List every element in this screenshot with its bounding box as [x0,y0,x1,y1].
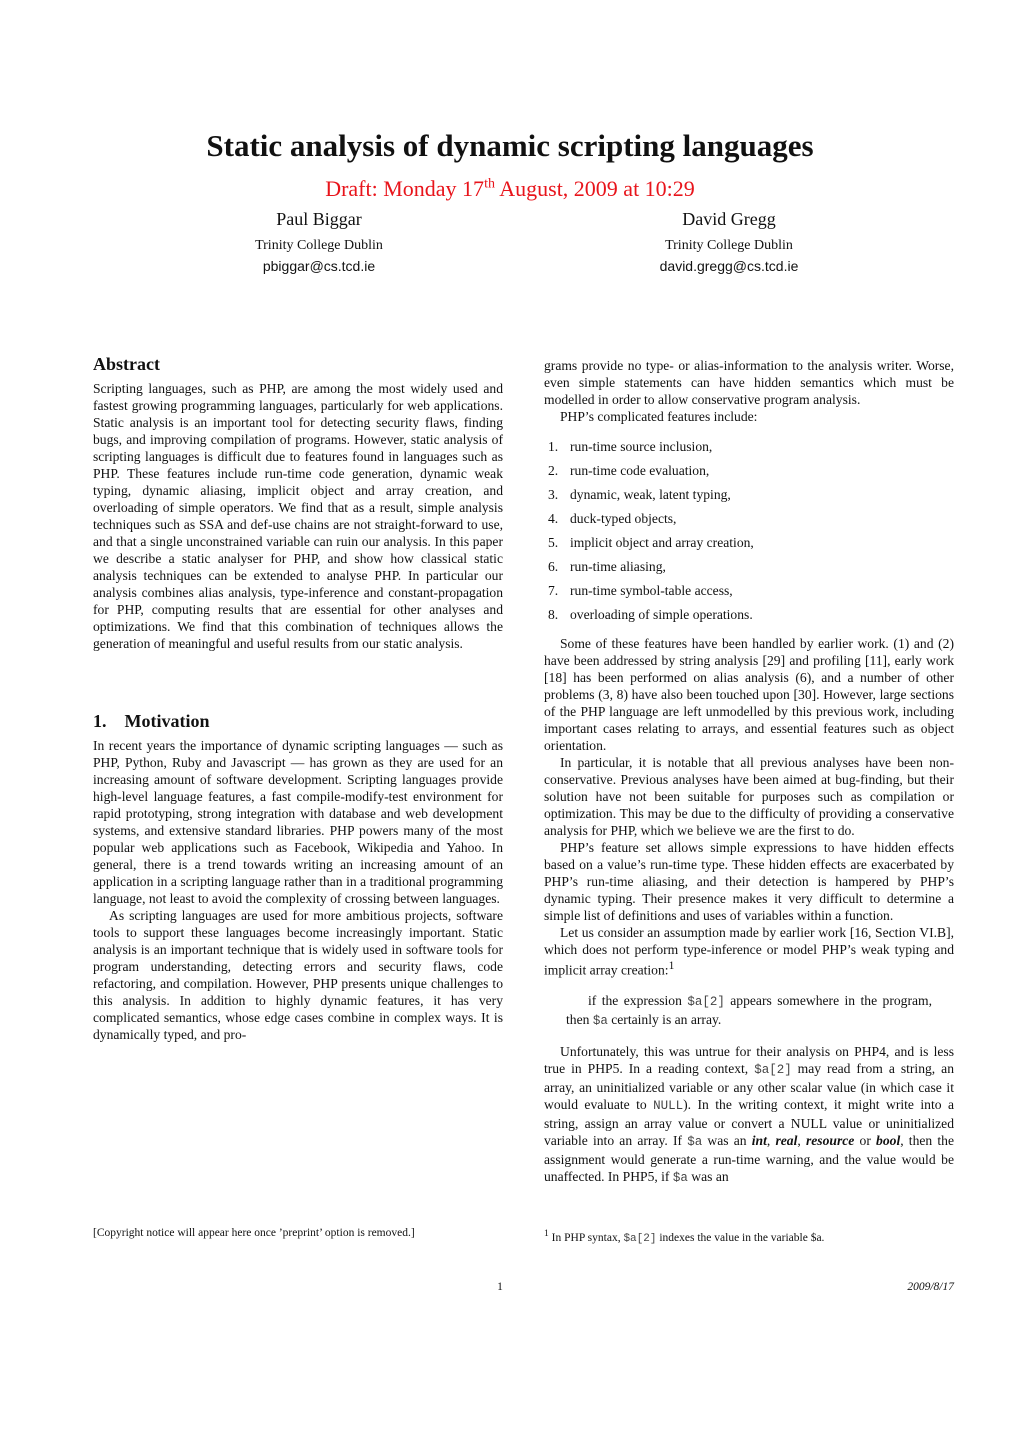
author-name: Paul Biggar [276,209,362,229]
list-number: 5. [548,535,559,550]
paragraph: grams provide no type- or alias-information to the analysis writer. Worse, even simple statements can have hidden semantics which must be modelled in order to allow conservative program analysis. [544,358,954,407]
list-item [544,582,954,606]
paragraph: Some of these features have been handled by earlier work. (1) and (2) have been addressed by string analysis [29] and profiling [11], early work [18] has been performed on alias analysis (6), and a number of other problems (3, 8) have also been touched upon [30]. However, large sections of the PHP language are left unmodelled by this previous work, including important cases relating to arrays, and essential features such as object orientation. [544,636,954,753]
list-number: 8. [548,607,559,622]
draft-sup: th [484,176,495,192]
abstract-heading: Abstract [93,354,160,374]
author-affiliation: Trinity College Dublin [255,238,383,253]
paragraph-text: Unfortunately, this was untrue for their analysis on PHP4, and is less true in PHP5. In a reading context, [544,1043,954,1076]
paragraph-text: was an [702,1132,752,1148]
inline-code: $a [672,1170,688,1185]
paragraph: PHP’s feature set allows simple expressions to have hidden effects based on a value’s run-time type. These hidden effects are exacerbated by PHP’s run-time aliasing, and their detection is hampered by PHP’s dynamic typing. Their presence makes it very difficult to determine a simple list of definitions and uses of variables within a function. [544,840,954,923]
page-number: 1 [497,1281,503,1293]
list-item [544,510,954,534]
footnote-text: In PHP syntax, [548,1231,624,1244]
quote-block [544,992,954,1030]
inline-code: $a [687,1134,703,1149]
paragraph-text: , [797,1132,806,1148]
author-email[interactable]: pbiggar@cs.tcd.ie [262,258,376,274]
paragraph: In particular, it is notable that all previous analyses have been non-conservative. Previous analyses have been aimed at bug-finding, but their solution have not been suitable for purposes such as compilation or optimization. This may be due to the difficulty of providing a conservative analysis for PHP, which we believe we are the first to do. [544,755,954,838]
list-number: 2. [548,463,559,478]
motivation-section [93,710,503,1043]
author-affiliation: Trinity College Dublin [665,238,793,253]
inline-code: NULL [653,1098,684,1113]
quote-text: if the expression [588,992,688,1008]
list-number: 3. [548,487,559,502]
draft-prefix: Draft: Monday 17 [325,176,485,201]
section-heading: 1. Motivation [93,711,210,731]
list-text: dynamic, weak, latent typing, [570,487,731,502]
paragraph: PHP’s complicated features include: [560,409,758,424]
draft-date [0,176,1020,202]
paper-title: Static analysis of dynamic scripting languages [206,128,814,163]
draft-suffix: August, 2009 at 10:29 [494,176,695,201]
list-item [544,606,954,630]
paragraph: In recent years the importance of dynamic scripting languages — such as PHP, Python, Ruby and Javascript — has grown as they are used for an increasing amount of software development. Scripting languages provide high-level language features, a fast compile-modify-test environment for rapid prototyping, strong integration with database and web development systems, and extensive standard libraries. PHP powers many of the most popular web applications such as Facebook, Wikipedia and Yahoo. In general, there is a trend towards writing an increasing amount of an application in a scripting language rather than in a traditional programming language, not least to avoid the complexity of crossing between languages. [93,738,503,906]
footnote-number: 1 [544,1228,549,1239]
footnote-marker[interactable]: 1 [668,960,675,972]
paragraph [544,924,954,979]
list-text: run-time code evaluation, [570,463,710,478]
quote-text: appears somewhere in the program, then [566,992,932,1027]
abstract-text: Scripting languages, such as PHP, are among the most widely used and fastest growing programming languages, particularly for web applications. Static analysis is an important tool for detecting security flaws, finding bugs, and improving compilation of programs. However, static analysis of scripting languages is difficult due to features found in languages such as PHP. These features include run-time code generation, dynamic weak typing, dynamic aliasing, implicit object and array creation, and overloading of simple operators. We find that as a result, simple analysis techniques such as SSA and def-use chains are not straight-forward to use, and that a single unconstrained variable can ruin our analysis. In this paper we describe a static analyser for PHP, and show how classical static analysis techniques can be extended to analyse PHP. In particular our analysis combines alias analysis, type-inference and constant-propagation for PHP, computing results that are essential for other analyses and optimizations. We find that this combination of techniques allows the generation of meaningful and useful results from our static analysis. [93,381,503,651]
list-number: 6. [548,559,559,574]
author-email[interactable]: david.gregg@cs.tcd.ie [659,258,799,274]
type-name: int [751,1132,767,1148]
copyright-notice: [Copyright notice will appear here once ’preprint’ option is removed.] [93,1227,415,1239]
list-text: run-time symbol-table access, [570,583,733,598]
list-text: implicit object and array creation, [570,535,754,550]
abstract-section [93,353,503,652]
list-text: overloading of simple operations. [570,607,753,622]
paragraph-text: was an [687,1168,729,1184]
list-item [544,438,954,462]
type-name: bool [876,1132,901,1148]
inline-code: $a[2] [687,994,725,1009]
author-name: David Gregg [682,209,776,229]
paragraph: As scripting languages are used for more ambitious projects, software tools to support these languages become increasingly important. Static analysis is an important technique that is widely used in software tools for program understanding, detecting errors and security flaws, code refactoring, and compilation. However, PHP presents unique challenges to this analysis. In addition to highly dynamic features, it has very complicated semantics, whose edge cases combine in complex ways. It is dynamically typed, and pro- [93,908,503,1042]
footnote-text: indexes the value in the variable $a. [656,1231,825,1244]
list-number: 4. [548,511,559,526]
type-name: real [775,1132,798,1148]
feature-list [544,438,954,630]
paragraph-text: may read from a string, an array, an uninitialized variable or any other scalar value (in which case it would evaluate to [544,1060,954,1112]
inline-code: $a[2] [623,1232,657,1245]
footnote [544,1228,964,1245]
paragraph-text: or [854,1132,877,1148]
paragraph-text: Let us consider an assumption made by earlier work [16, Section VI.B], which does not perform type-inference or model PHP’s weak typing and implicit array creation: [544,925,954,978]
list-text: run-time source inclusion, [570,439,713,454]
list-number: 7. [548,583,559,598]
paragraph-text: ). In the writing context, it might write into a string, assign an array value or convert a NULL value or uninitialized variable into an array. If [544,1096,954,1148]
inline-code: $a [592,1013,608,1028]
paragraph-text: , [766,1132,776,1148]
quote-text: certainly is an array. [607,1011,722,1027]
type-name: resource [805,1132,855,1148]
inline-code: $a[2] [754,1062,792,1077]
list-item [544,534,954,558]
list-item [544,558,954,582]
list-item [544,486,954,510]
list-text: run-time aliasing, [570,559,666,574]
footer-date: 2009/8/17 [907,1281,954,1293]
right-column [544,357,954,1187]
paragraph [544,1043,954,1187]
paragraph-text: , then the assignment would generate a run-time warning, and the value would be unaffected. In PHP5, if [544,1132,955,1184]
list-text: duck-typed objects, [570,511,677,526]
list-number: 1. [548,439,559,454]
list-item [544,462,954,486]
